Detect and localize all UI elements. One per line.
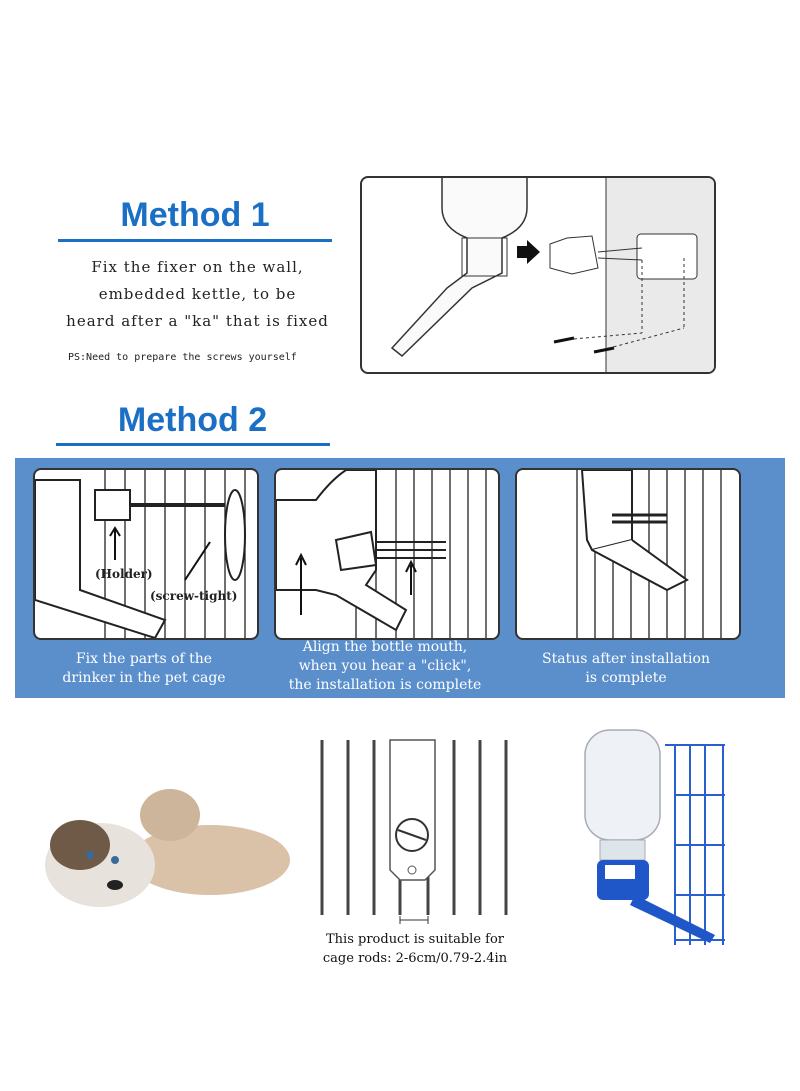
- method1-line: embedded kettle, to be: [98, 285, 297, 303]
- screw-tight-label: (screw-tight): [150, 589, 238, 603]
- step3-illustration: [515, 468, 741, 640]
- installed-bottle-photo: [575, 725, 735, 950]
- holder-label: (Holder): [95, 567, 153, 581]
- caption-line: Align the bottle mouth,: [302, 639, 468, 655]
- wall-mount-drawing: [362, 178, 714, 372]
- method2-steps-banner: [15, 458, 785, 698]
- cage-rod-diagram: [310, 730, 520, 930]
- step1-drawing: [35, 470, 257, 638]
- caption-line: when you hear a "click",: [298, 658, 472, 674]
- step2-drawing: [276, 470, 498, 638]
- step1-illustration: [33, 468, 259, 640]
- method1-note: PS:Need to prepare the screws yourself: [68, 352, 297, 363]
- caption-line: is complete: [585, 670, 667, 686]
- bottle-drawing: [575, 725, 735, 950]
- pets-drawing: [20, 775, 300, 915]
- rod-size-caption: [300, 930, 530, 968]
- caption-line: the installation is complete: [288, 677, 482, 693]
- method1-line: heard after a "ka" that is fixed: [66, 312, 329, 330]
- puppy-kitten-photo: [20, 775, 300, 915]
- method1-description: [55, 254, 340, 335]
- caption-line: This product is suitable for: [326, 932, 504, 947]
- caption-line: drinker in the pet cage: [62, 670, 226, 686]
- step1-caption: [33, 650, 255, 688]
- wall-mount-illustration: [360, 176, 716, 374]
- method1-title: Method 1: [120, 196, 270, 234]
- method2-title: Method 2: [117, 401, 268, 439]
- caption-line: Status after installation: [542, 651, 710, 667]
- method1-divider: [58, 239, 332, 242]
- caption-line: cage rods: 2-6cm/0.79-2.4in: [322, 951, 508, 966]
- rods-drawing: [310, 730, 520, 930]
- caption-line: Fix the parts of the: [75, 651, 213, 667]
- step2-caption: [274, 638, 496, 695]
- method2-divider: [56, 443, 330, 446]
- step3-caption: [515, 650, 737, 688]
- step3-drawing: [517, 470, 739, 638]
- step2-illustration: [274, 468, 500, 640]
- method1-line: Fix the fixer on the wall,: [91, 258, 304, 276]
